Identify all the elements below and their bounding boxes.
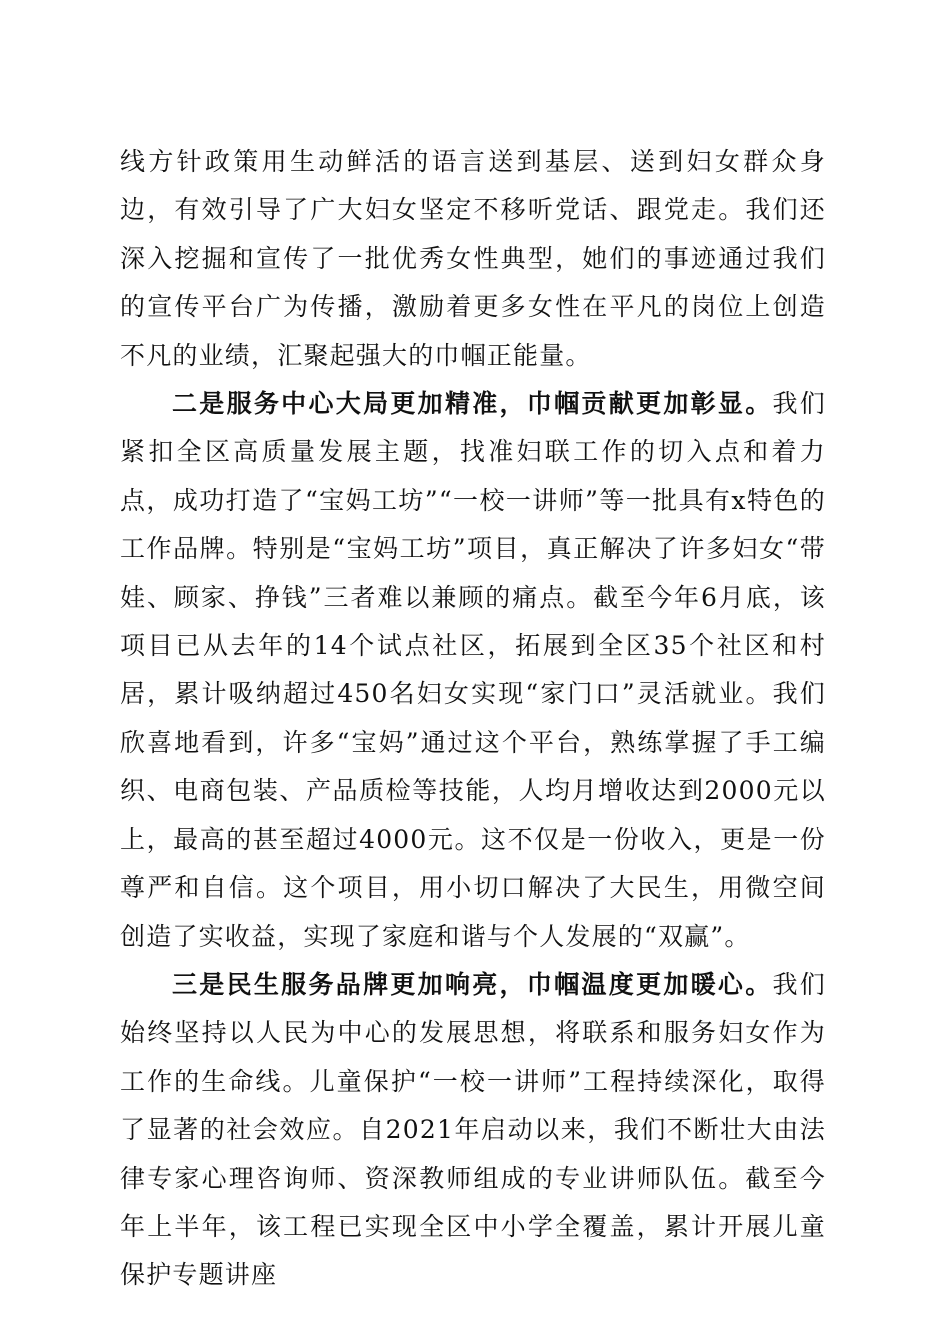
paragraph-lead: 三是民生服务品牌更加响亮，巾帼温度更加暖心。: [172, 969, 773, 999]
paragraph-livelihood: [120, 961, 826, 1300]
paragraph-continued: [120, 138, 826, 380]
paragraph-service-center: [120, 380, 826, 961]
body-text: [120, 138, 826, 1300]
paragraph-text: 线方针政策用生动鲜活的语言送到基层、送到妇女群众身边，有效引导了广大妇女坚定不移听党话、跟党走。我们还深入挖掘和宣传了一批优秀女性典型，她们的事迹通过我们的宣传平台广为传播，激励着更多女性在平凡的岗位上创造不凡的业绩，汇聚起强大的巾帼正能量。: [120, 147, 826, 370]
paragraph-text: 我们紧扣全区高质量发展主题，找准妇联工作的切入点和着力点，成功打造了“宝妈工坊”“一校一讲师”等一批具有x特色的工作品牌。特别是“宝妈工坊”项目，真正解决了许多妇女“带娃、顾家、挣钱”三者难以兼顾的痛点。截至今年6月底，该项目已从去年的14个试点社区，拓展到全区35个社区和村居，累计吸纳超过450名妇女实现“家门口”灵活就业。我们欣喜地看到，许多“宝妈”通过这个平台，熟练掌握了手工编织、电商包装、产品质检等技能，人均月增收达到2000元以上，最高的甚至超过4000元。这不仅是一份收入，更是一份尊严和自信。这个项目，用小切口解决了大民生，用微空间创造了实收益，实现了家庭和谐与个人发展的“双赢”。: [120, 389, 826, 951]
paragraph-lead: 二是服务中心大局更加精准，巾帼贡献更加彰显。: [172, 389, 773, 419]
paragraph-text: 我们始终坚持以人民为中心的发展思想，将联系和服务妇女作为工作的生命线。儿童保护“一校一讲师”工程持续深化，取得了显著的社会效应。自2021年启动以来，我们不断壮大由法律专家心理咨询师、资深教师组成的专业讲师队伍。截至今年上半年，该工程已实现全区中小学全覆盖，累计开展儿童保护专题讲座: [120, 969, 826, 1290]
